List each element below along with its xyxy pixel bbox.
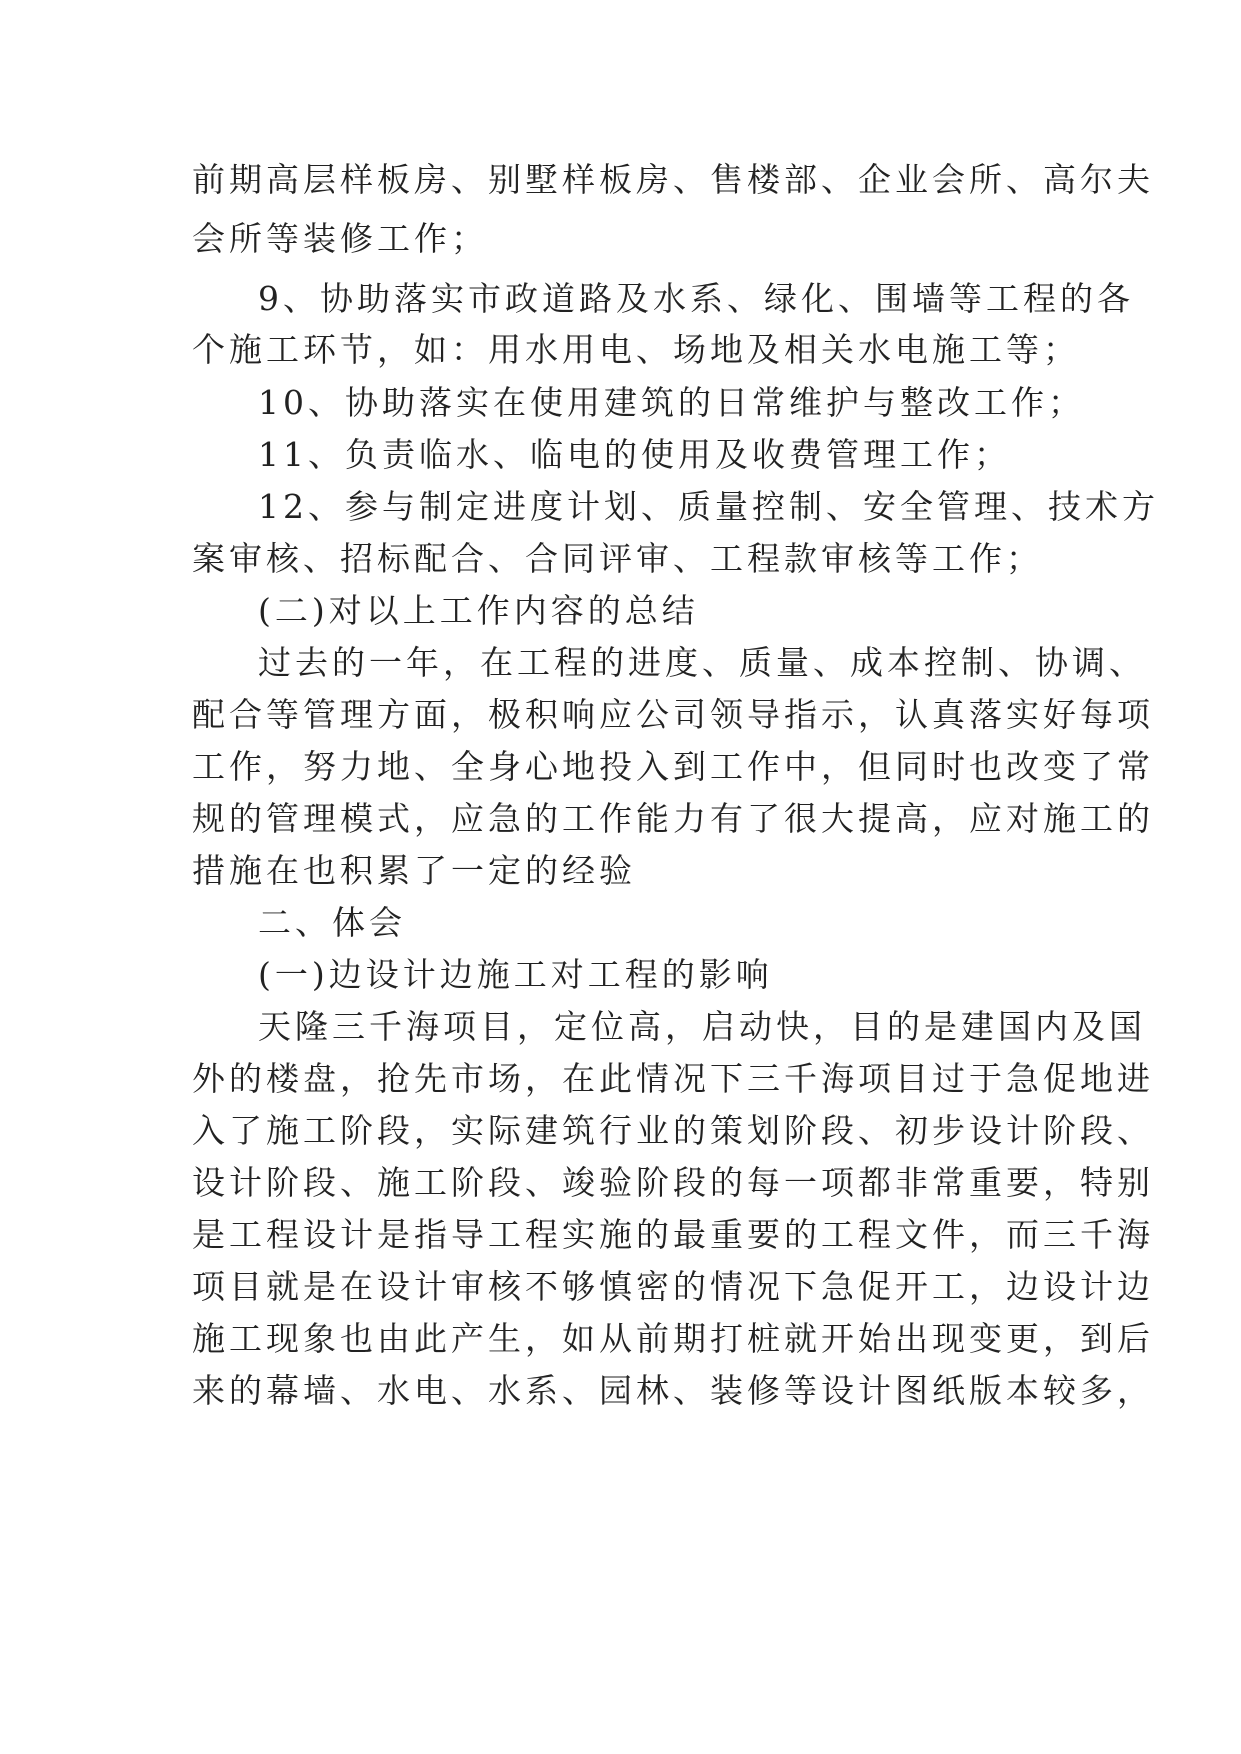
list-item-12: 12、参与制定进度计划、质量控制、安全管理、技术方 [258, 487, 1159, 526]
paragraph-line: 设计阶段、施工阶段、竣验阶段的每一项都非常重要，特别 [192, 1163, 1154, 1202]
paragraph-line: 入了施工阶段，实际建筑行业的策划阶段、初步设计阶段、 [192, 1111, 1154, 1150]
section-heading: (二)对以上工作内容的总结 [258, 591, 699, 630]
paragraph-line: 个施工环节，如：用水用电、场地及相关水电施工等； [192, 330, 1080, 369]
paragraph-line: 来的幕墙、水电、水系、园林、装修等设计图纸版本较多， [192, 1371, 1154, 1410]
list-item-11: 11、负责临水、临电的使用及收费管理工作； [258, 435, 1011, 474]
paragraph-line: 配合等管理方面，极积响应公司领导指示，认真落实好每项 [192, 695, 1154, 734]
paragraph-line: 天隆三千海项目，定位高，启动快，目的是建国内及国 [258, 1007, 1146, 1046]
paragraph-line: 外的楼盘，抢先市场，在此情况下三千海项目过于急促地进 [192, 1059, 1154, 1098]
paragraph-line: 会所等装修工作； [192, 219, 488, 258]
subsection-heading: (一)边设计边施工对工程的影响 [258, 955, 773, 994]
paragraph-line: 工作，努力地、全身心地投入到工作中，但同时也改变了常 [192, 747, 1154, 786]
list-item-9: 9、协助落实市政道路及水系、绿化、围墙等工程的各 [258, 279, 1134, 318]
section-heading: 二、体会 [258, 903, 406, 942]
paragraph-line: 措施在也积累了一定的经验 [192, 851, 636, 890]
paragraph-line: 施工现象也由此产生，如从前期打桩就开始出现变更，到后 [192, 1319, 1154, 1358]
paragraph-line: 前期高层样板房、别墅样板房、售楼部、企业会所、高尔夫 [192, 160, 1154, 199]
paragraph-line: 过去的一年，在工程的进度、质量、成本控制、协调、 [258, 643, 1146, 682]
paragraph-line: 案审核、招标配合、合同评审、工程款审核等工作； [192, 539, 1043, 578]
list-item-10: 10、协助落实在使用建筑的日常维护与整改工作； [258, 383, 1085, 422]
paragraph-line: 规的管理模式，应急的工作能力有了很大提高，应对施工的 [192, 799, 1154, 838]
paragraph-line: 项目就是在设计审核不够慎密的情况下急促开工，边设计边 [192, 1267, 1154, 1306]
paragraph-line: 是工程设计是指导工程实施的最重要的工程文件，而三千海 [192, 1215, 1154, 1254]
